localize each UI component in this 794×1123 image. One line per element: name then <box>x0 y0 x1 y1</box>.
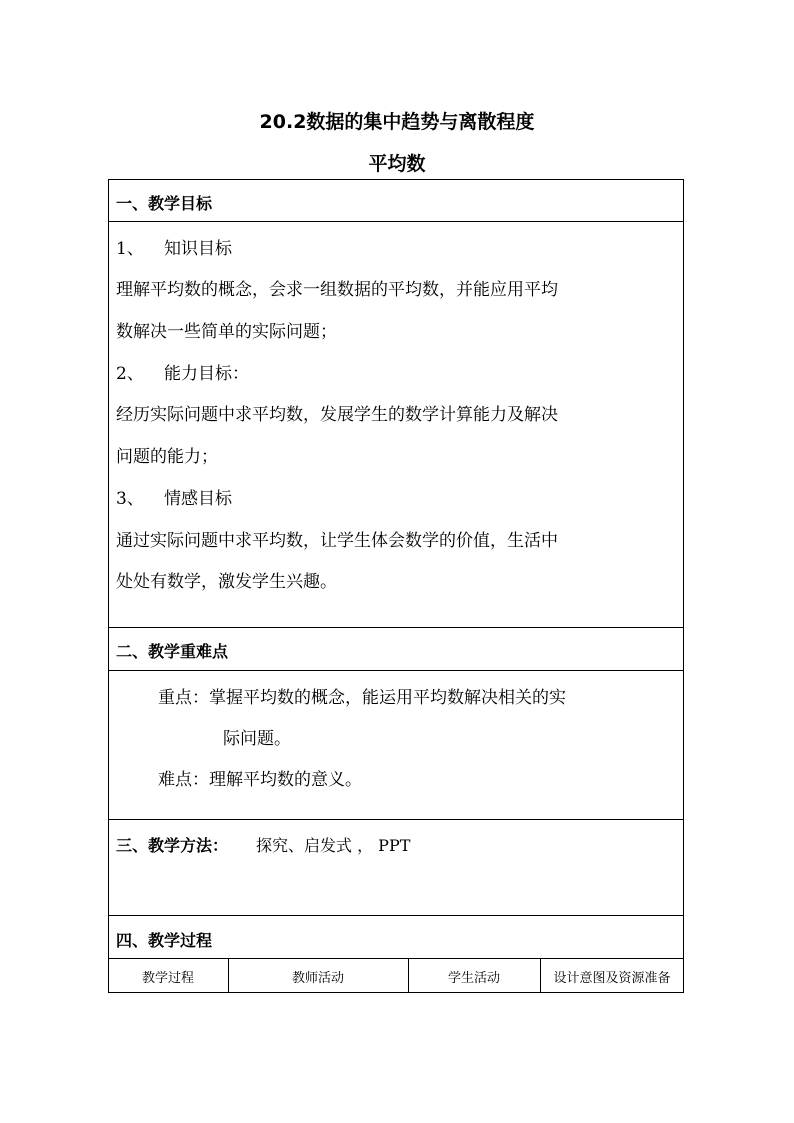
item-text: 问题的能力； <box>116 447 218 467</box>
column-header: 教师活动 <box>291 971 344 986</box>
row-divider <box>108 670 684 671</box>
methods-text: 探究、启发式 ， PPT <box>256 836 411 855</box>
key-point-text: 际问题。 <box>223 729 291 749</box>
item-text: 数解决一些简单的实际问题； <box>116 322 337 342</box>
row-divider <box>108 958 684 959</box>
item-number: 3、 <box>116 489 144 509</box>
section-heading-key-points: 二、教学重难点 <box>116 642 229 661</box>
item-text: 通过实际问题中求平均数，让学生体会数学的价值，生活中 <box>116 531 558 551</box>
column-header: 设计意图及资源准备 <box>553 971 671 986</box>
document-subtitle: 平均数 <box>368 153 426 175</box>
item-text: 理解平均数的概念，会求一组数据的平均数，并能应用平均 <box>116 280 558 300</box>
section-heading-process: 四、教学过程 <box>116 931 213 950</box>
key-point-text: 重点：掌握平均数的概念，能运用平均数解决相关的实 <box>158 688 566 708</box>
row-divider <box>108 627 684 628</box>
item-title: 知识目标 <box>164 239 232 259</box>
item-number: 1、 <box>116 239 144 259</box>
column-header: 学生活动 <box>447 971 500 986</box>
row-divider <box>108 221 684 222</box>
section-heading-methods: 三、教学方法： <box>116 836 229 855</box>
document-title: 20.2数据的集中趋势与离散程度 <box>259 111 535 133</box>
item-title: 能力目标： <box>164 364 249 384</box>
section-heading-objectives: 一、教学目标 <box>116 194 213 213</box>
column-header: 教学过程 <box>141 971 194 986</box>
item-text: 处处有数学，激发学生兴趣。 <box>116 572 337 592</box>
item-number: 2、 <box>116 364 144 384</box>
item-text: 经历实际问题中求平均数，发展学生的数学计算能力及解决 <box>116 405 558 425</box>
difficulty-text: 难点：理解平均数的意义。 <box>158 770 362 790</box>
row-divider <box>108 915 684 916</box>
item-title: 情感目标 <box>164 489 232 509</box>
row-divider <box>108 819 684 820</box>
